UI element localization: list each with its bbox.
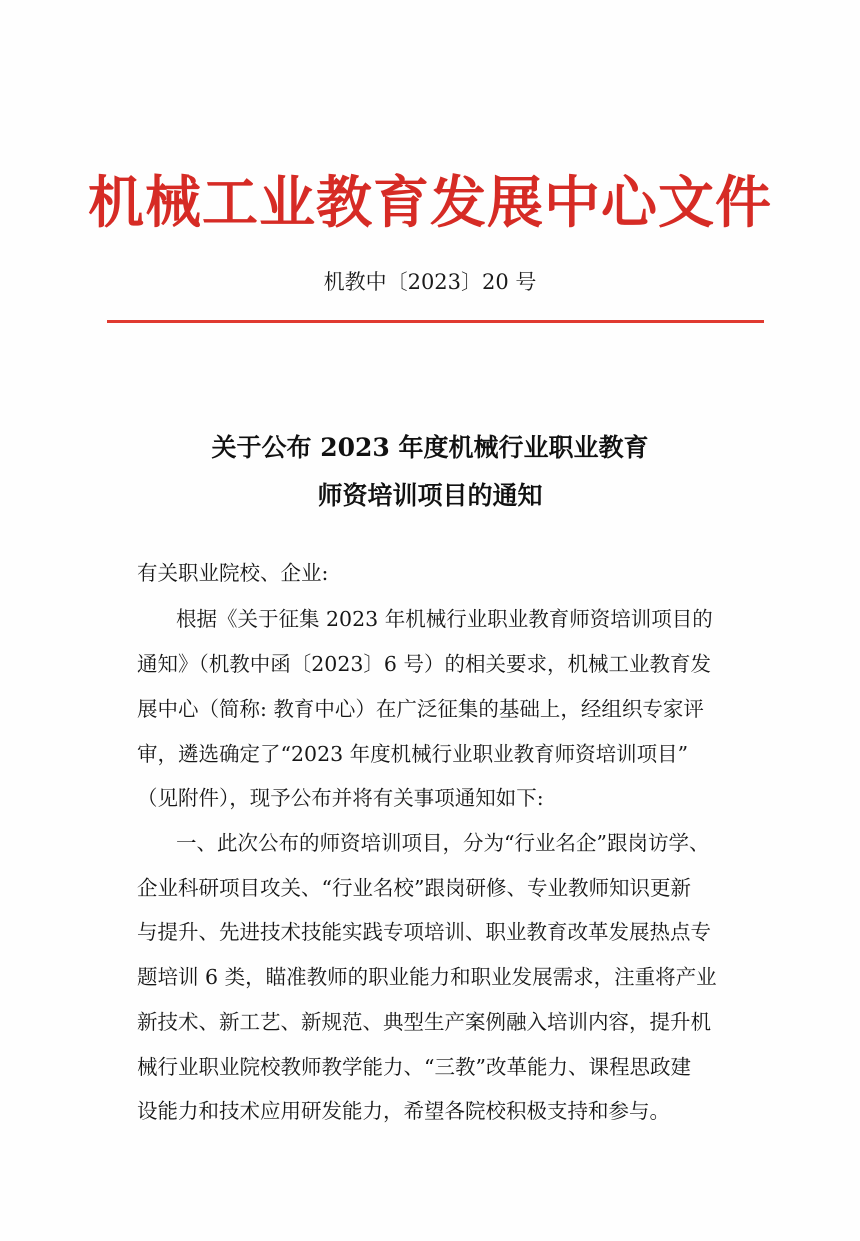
header-divider [107,320,764,323]
notice-title-line-1: 关于公布 2023 年度机械行业职业教育 [211,433,649,462]
notice-title-line-2: 师资培训项目的通知 [317,481,543,510]
paragraph-1-line: 根据《关于征集 2023 年机械行业职业教育师资培训项目的 [176,607,713,631]
paragraph-1-line: 展中心（简称: 教育中心）在广泛征集的基础上，经组织专家评 [137,697,704,721]
paragraph-1-line: （见附件），现予公布并将有关事项通知如下: [137,786,544,810]
paragraph-2-line: 一、此次公布的师资培训项目，分为“行业名企”跟岗访学、 [176,831,710,855]
paragraph-1-line: 通知》（机教中函〔2023〕6 号）的相关要求，机械工业教育发 [137,652,711,676]
paragraph-2-line: 题培训 6 类，瞄准教师的职业能力和职业发展需求，注重将产业 [137,965,717,989]
paragraph-2-line: 设能力和技术应用研发能力，希望各院校积极支持和参与。 [137,1099,670,1123]
paragraph-1-line: 审，遴选确定了“2023 年度机械行业职业教育师资培训项目” [137,742,689,766]
salutation: 有关职业院校、企业: [137,561,329,585]
document-number: 机教中〔2023〕20 号 [323,270,537,294]
paragraph-2-line: 新技术、新工艺、新规范、典型生产案例融入培训内容，提升机 [137,1010,711,1034]
paragraph-2-line: 企业科研项目攻关、“行业名校”跟岗研修、专业教师知识更新 [137,876,691,900]
document-header-title: 机械工业教育发展中心文件 [88,170,772,236]
paragraph-2-line: 械行业职业院校教师教学能力、“三教”改革能力、课程思政建 [137,1055,691,1079]
paragraph-2-line: 与提升、先进技术技能实践专项培训、职业教育改革发展热点专 [137,920,711,944]
